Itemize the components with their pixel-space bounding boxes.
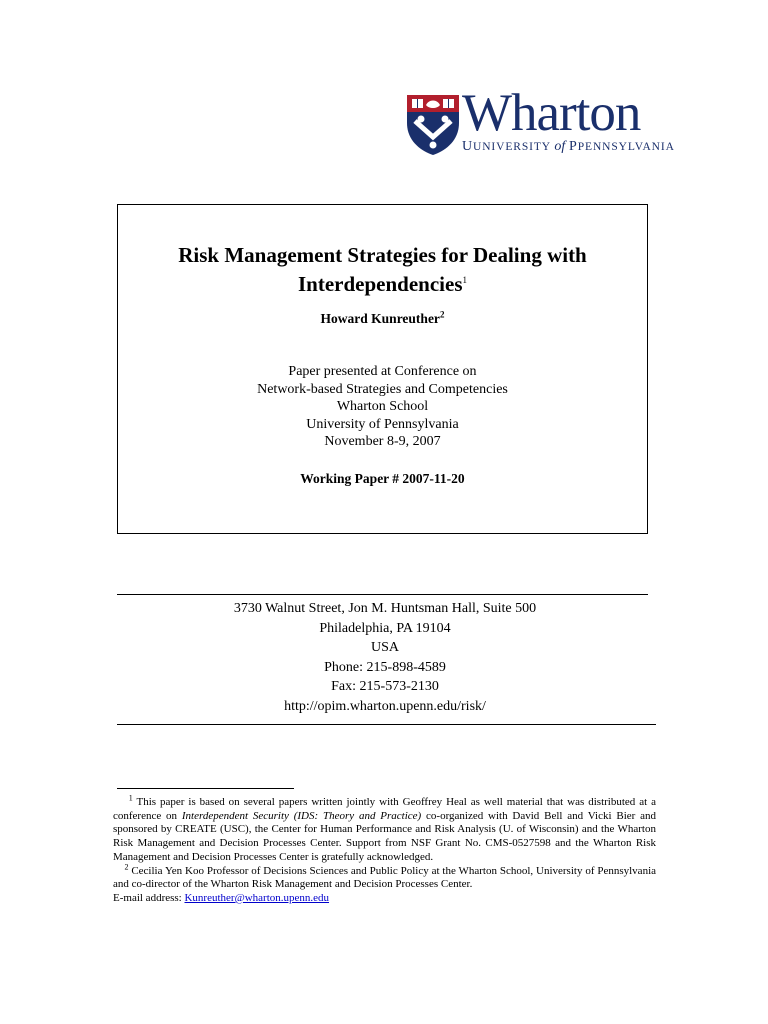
address-line: 3730 Walnut Street, Jon M. Huntsman Hall, Suite 500 [233,601,537,616]
title-line-2 [118,270,647,299]
email-link[interactable]: Kunreuther@wharton.upenn.edu [184,891,330,904]
footnote-1-text-a: This paper is based on several papers written jointly with Geoffrey Heal as well material that was distributed at a conference on [113,796,656,822]
footnote-separator [117,788,294,789]
penn-shield-icon [405,93,461,157]
sub-university: UNIVERSITY [473,141,551,153]
footnotes [113,793,657,906]
footnote-2-mark: 2 [124,861,129,871]
author-text: Howard Kunreuther [320,311,440,326]
paper-title [118,241,647,299]
conference-line: Wharton School [336,399,429,414]
university-of-pennsylvania-text: UUNIVERSITY of PPENNSYLVANIA [462,139,675,154]
website-url[interactable]: http://opim.wharton.upenn.edu/risk/ [284,698,486,714]
address-line: Philadelphia, PA 19104 [319,620,451,636]
email-label: E-mail address: [113,891,185,904]
wharton-wordmark: Wharton [462,84,641,142]
footnote-ref-1: 1 [462,275,467,285]
address-line: Fax: 215-573-2130 [331,679,439,694]
footnote-1 [113,793,656,865]
email-line [113,892,656,906]
address-line: USA [370,640,399,655]
footnote-1-mark: 1 [128,793,133,803]
footnote-1-italic: Interdependent Security (IDS: Theory and Practice) [181,809,422,822]
footnote-1-text-b: co-organized with David Bell and Vicki Bier and sponsored by CREATE (USC), the Center for Human Performance and Risk Analysis (U. of Wisconsin) and the Wharton Risk Management and Decision Processes Center. Support from NSF Grant No. CMS-0527598 and the Wharton Risk Management and Decision Processes Center is gratefully acknowledged. [113,809,656,863]
title-line-2-text: Interdependencies [298,272,463,296]
address-bottom-rule [117,724,656,725]
conference-line: Network-based Strategies and Competencies [257,381,508,397]
sub-of: of [554,139,566,154]
sub-penn: PENNSYLVANIA [577,141,675,153]
footnote-ref-2: 2 [439,309,445,320]
footnote-2 [113,861,657,892]
address-block [117,599,653,716]
author-name [118,311,647,327]
address-line: Phone: 215-898-4589 [324,659,446,675]
title-box [117,204,648,534]
conference-info [118,363,647,451]
conference-line: Paper presented at Conference on [288,364,477,379]
conference-line: University of Pennsylvania [306,416,459,432]
footnote-2-text: Cecilia Yen Koo Professor of Decisions Sciences and Public Policy at the Wharton School, University of Pennsylvania and co-director of the Wharton Risk Management and Decision Processes Center. [113,864,657,891]
conference-line: November 8-9, 2007 [324,434,441,449]
wharton-logo [405,84,675,161]
address-top-rule [117,594,648,595]
title-line-1: Risk Management Strategies for Dealing with [178,243,587,267]
working-paper-number: Working Paper # 2007-11-20 [300,471,465,486]
